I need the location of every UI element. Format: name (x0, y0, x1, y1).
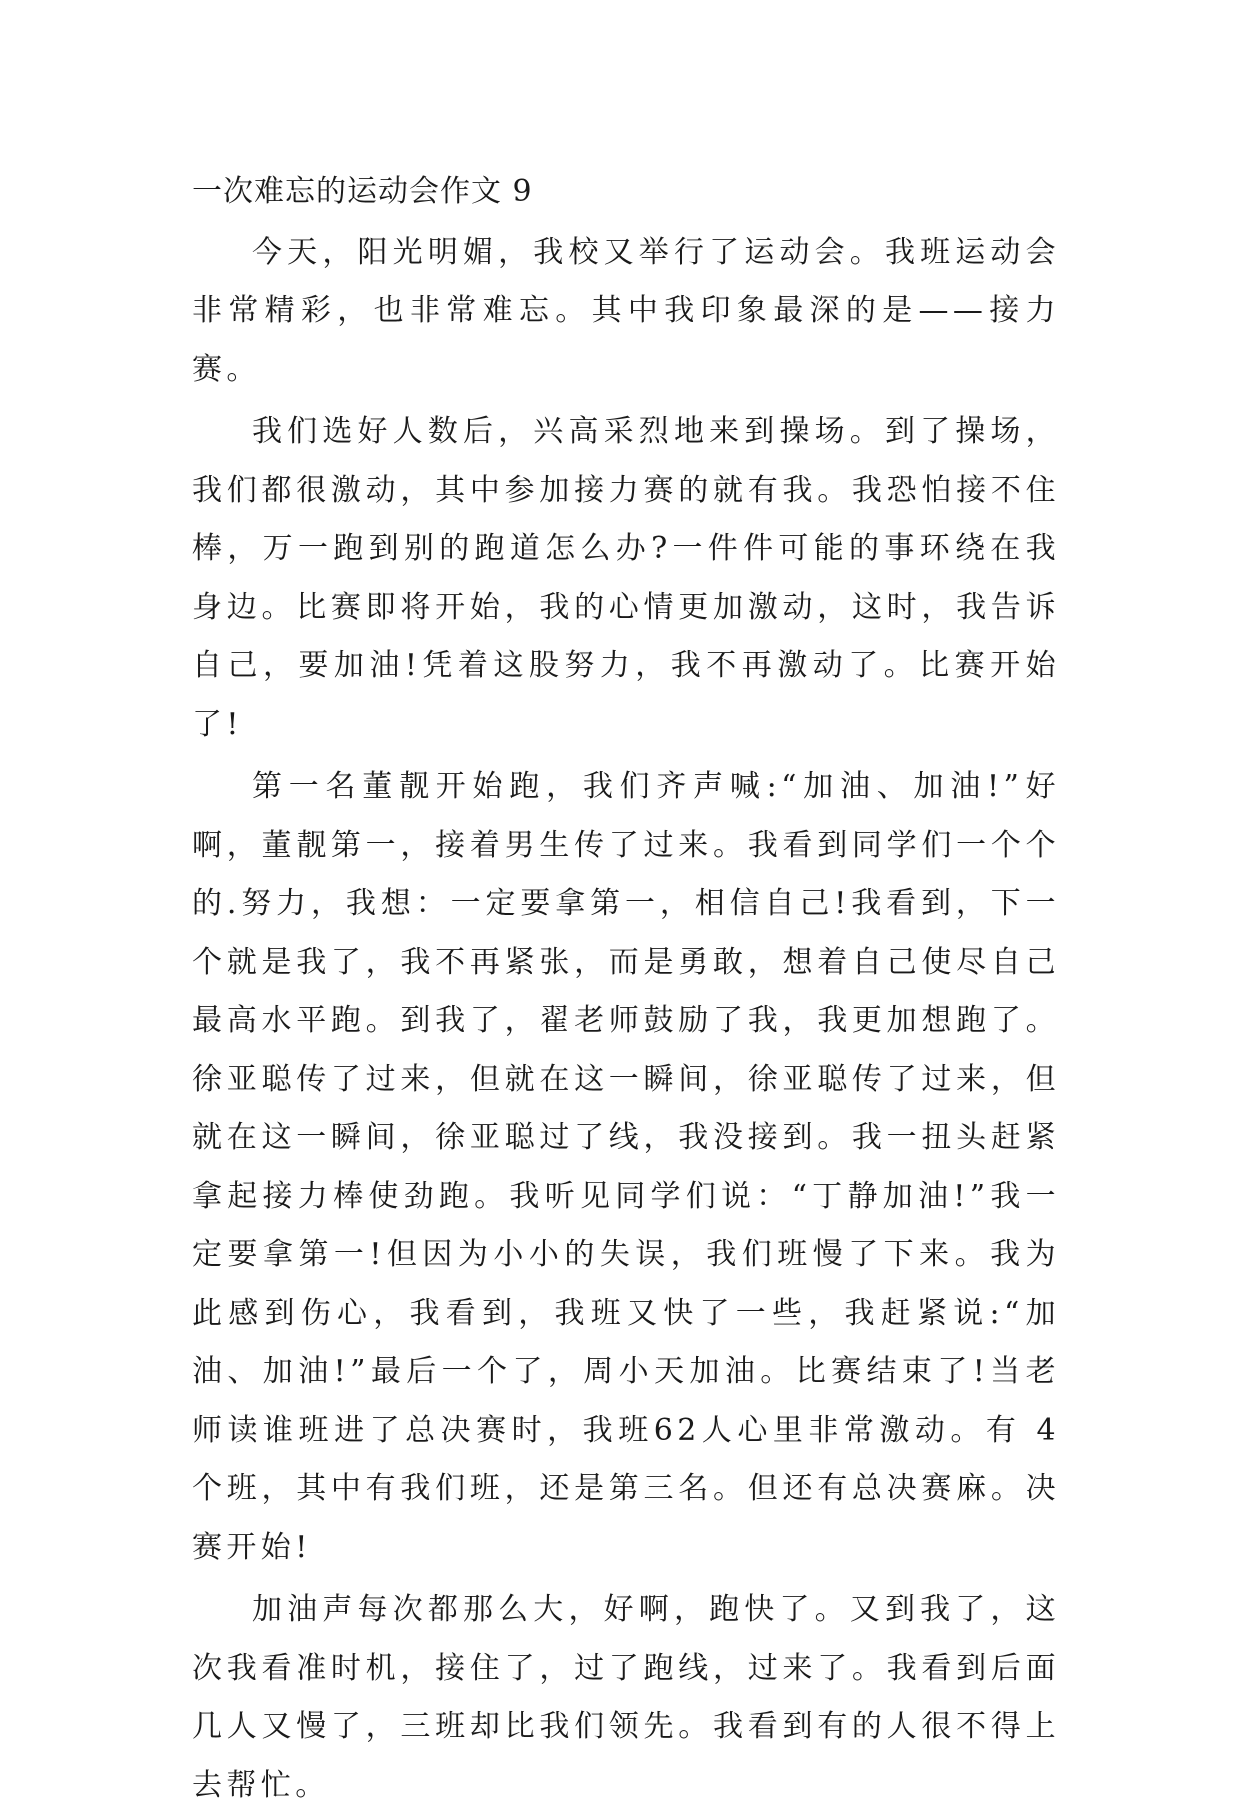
document-title: 一次难忘的运动会作文 9 (192, 174, 533, 209)
paragraph-3: 第一名董靓开始跑，我们齐声喊:“加油、加油!”好啊，董靓第一，接着男生传了过来。我看到同学们一个个的.努力，我想：一定要拿第一，相信自己!我看到，下一个就是我了，我不再紧张，而是勇敢，想着自己使尽自己最高水平跑。到我了，翟老师鼓励了我，我更加想跑了。徐亚聪传了过来，但就在这一瞬间，徐亚聪传了过来，但就在这一瞬间，徐亚聪过了线，我没接到。我一扭头赶紧拿起接力棒使劲跑。我听见同学们说：“丁静加油!”我一定要拿第一!但因为小小的失误，我们班慢了下来。我为此感到伤心，我看到，我班又快了一些，我赶紧说:“加油、加油!”最后一个了，周小天加油。比赛结束了!当老师读谁班进了总决赛时，我班62人心里非常激动。有 4 个班，其中有我们班，还是第三名。但还有总决赛麻。决赛开始! (192, 769, 1060, 1565)
paragraph-4: 加油声每次都那么大，好啊，跑快了。又到我了，这次我看准时机，接住了，过了跑线，过来了。我看到后面几人又慢了，三班却比我们领先。我看到有的人很不得上去帮忙。 (192, 1592, 1060, 1803)
document-body (192, 163, 1060, 1815)
paragraph-1: 今天，阳光明媚，我校又举行了运动会。我班运动会非常精彩，也非常难忘。其中我印象最深的是——接力赛。 (192, 234, 1060, 387)
paragraph-2: 我们选好人数后，兴高采烈地来到操场。到了操场，我们都很激动，其中参加接力赛的就有我。我恐怕接不住棒，万一跑到别的跑道怎么办?一件件可能的事环绕在我身边。比赛即将开始，我的心情更加激动，这时，我告诉自己，要加油!凭着这股努力，我不再激动了。比赛开始了! (192, 414, 1060, 742)
